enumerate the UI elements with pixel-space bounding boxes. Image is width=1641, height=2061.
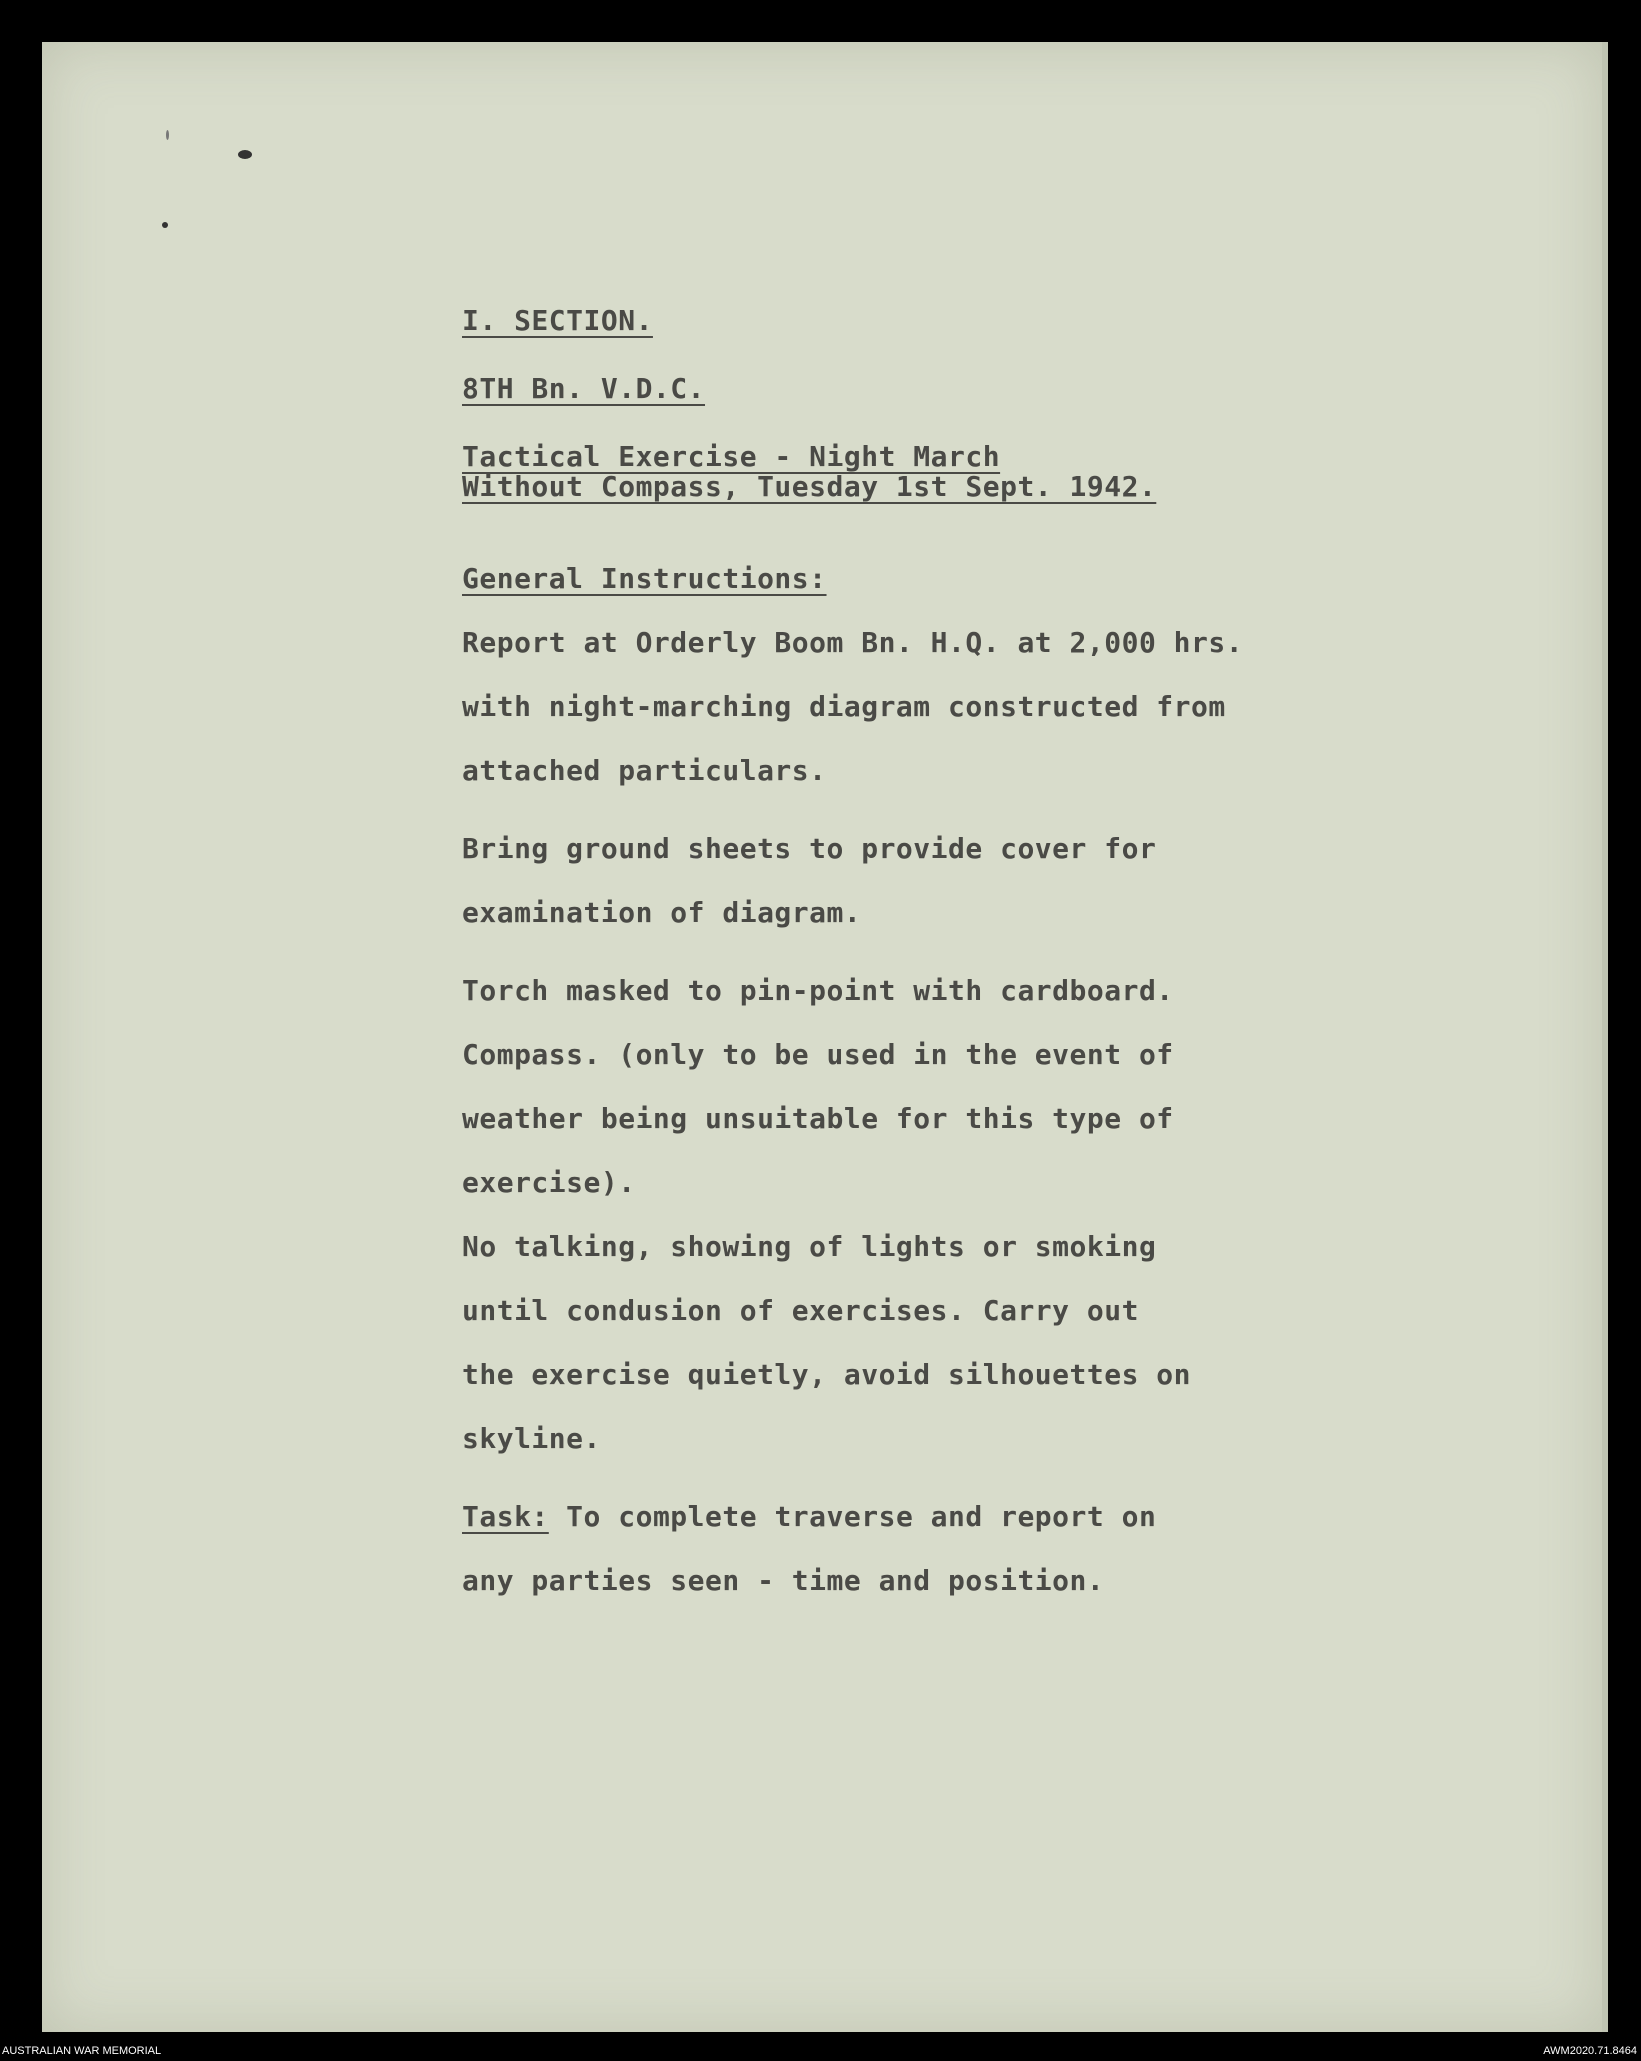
- page-edge: [1602, 42, 1608, 2032]
- paragraph-line: skyline.: [462, 1422, 601, 1455]
- paragraph-line: examination of diagram.: [462, 896, 862, 929]
- paragraph-line: No talking, showing of lights or smoking: [462, 1230, 1157, 1263]
- paragraph-line: the exercise quietly, avoid silhouettes on: [462, 1358, 1192, 1391]
- paragraph-line: weather being unsuitable for this type of: [462, 1102, 1174, 1135]
- archive-reference: AWM2020.71.8464: [1543, 2045, 1637, 2057]
- task-line-1: [462, 1500, 1156, 1533]
- paragraph-line: Report at Orderly Boom Bn. H.Q. at 2,000 hrs.: [462, 626, 1244, 659]
- general-instructions-heading: General Instructions:: [462, 562, 827, 595]
- paragraph-line: Compass. (only to be used in the event of: [462, 1038, 1174, 1071]
- task-line-2: any parties seen - time and position.: [462, 1564, 1105, 1597]
- paper-blemish: [162, 222, 168, 228]
- paragraph-line: Bring ground sheets to provide cover for: [462, 832, 1157, 865]
- section-heading: I. SECTION.: [462, 304, 653, 337]
- task-label: Task:: [462, 1500, 549, 1533]
- unit-heading: 8TH Bn. V.D.C.: [462, 372, 706, 405]
- paragraph-line: with night-marching diagram constructed from: [462, 690, 1226, 723]
- paragraph-line: until condusion of exercises. Carry out: [462, 1294, 1139, 1327]
- paragraph-line: exercise).: [462, 1166, 636, 1199]
- paper-blemish: [238, 150, 252, 159]
- document-page: [42, 42, 1602, 2032]
- task-text: To complete traverse and report on: [566, 1500, 1157, 1533]
- archive-credit: AUSTRALIAN WAR MEMORIAL: [2, 2045, 162, 2057]
- paragraph-line: attached particulars.: [462, 754, 827, 787]
- title-line-2: Without Compass, Tuesday 1st Sept. 1942.: [462, 470, 1157, 503]
- title-line-1: Tactical Exercise - Night March: [462, 440, 1001, 473]
- paragraph-line: Torch masked to pin-point with cardboard.: [462, 974, 1174, 1007]
- paper-blemish: [166, 130, 169, 140]
